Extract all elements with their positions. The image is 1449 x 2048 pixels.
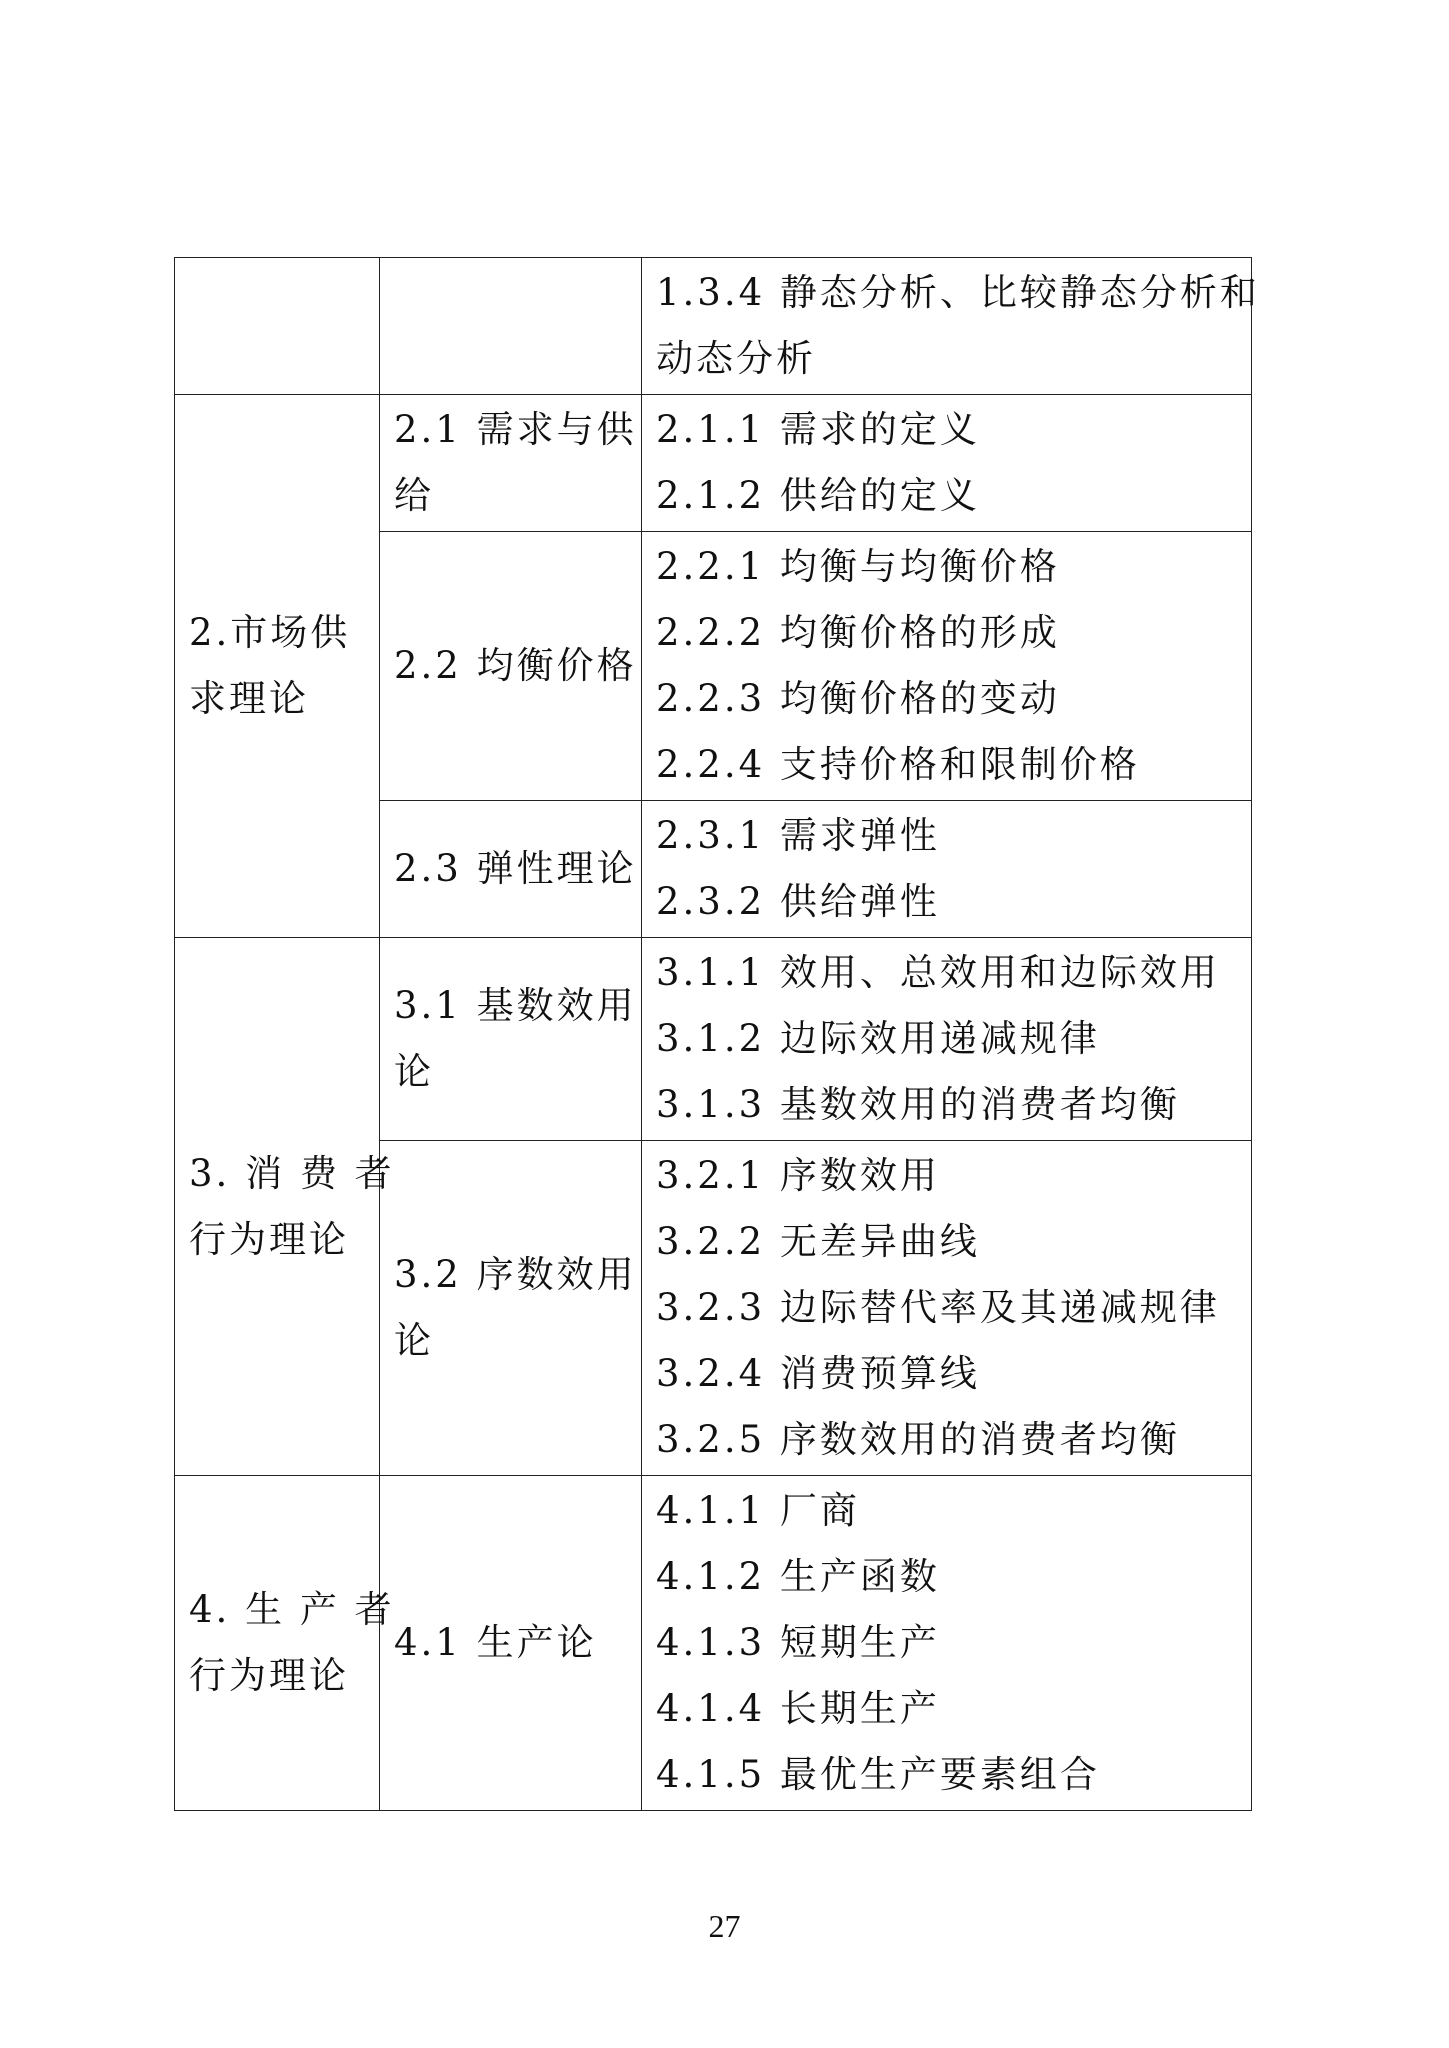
section-title-line: 2.1 需求与供: [394, 408, 637, 451]
topic-item: 3.2.4 消费预算线: [656, 1352, 980, 1395]
topic-cell: [642, 395, 1252, 532]
topic-item: 3.2.1 序数效用: [656, 1154, 940, 1197]
topic-item: 2.3.1 需求弹性: [656, 814, 940, 857]
topic-cell: [642, 258, 1260, 395]
topic-item: 4.1.4 长期生产: [656, 1687, 940, 1730]
table-row: [175, 258, 1252, 395]
section-cell-empty: [380, 258, 642, 395]
page-number: 27: [708, 1908, 741, 1944]
section-title-line: 2.2 均衡价格: [394, 644, 637, 687]
topic-item: 3.1.1 效用、总效用和边际效用: [656, 951, 1220, 994]
section-title-line: 3.1 基数效用: [394, 984, 637, 1027]
topic-item: 3.1.3 基数效用的消费者均衡: [656, 1083, 1180, 1126]
section-cell: [380, 1141, 642, 1476]
topic-item: 2.2.3 均衡价格的变动: [656, 677, 1060, 720]
section-title-line: 论: [394, 1050, 434, 1093]
topic-item: 4.1.2 生产函数: [656, 1555, 940, 1598]
topic-cell: [642, 532, 1252, 801]
section-cell: [380, 1476, 642, 1811]
chapter-title-line: 求理论: [189, 677, 309, 720]
topic-cell: [642, 801, 1252, 938]
topic-item: 2.1.1 需求的定义: [656, 408, 980, 451]
topic-item: 3.2.5 序数效用的消费者均衡: [656, 1418, 1180, 1461]
chapter-title-line: 行为理论: [189, 1654, 349, 1697]
chapter-title-line: 4. 生 产 者: [189, 1588, 395, 1631]
topic-item: 2.2.1 均衡与均衡价格: [656, 545, 1060, 588]
table-row: [175, 395, 1252, 532]
topic-item: 3.2.2 无差异曲线: [656, 1220, 980, 1263]
topic-item: 2.3.2 供给弹性: [656, 880, 940, 923]
topic-item: 4.1.5 最优生产要素组合: [656, 1753, 1100, 1796]
topic-item: 3.2.3 边际替代率及其递减规律: [656, 1286, 1220, 1329]
syllabus-table: [174, 257, 1260, 1811]
chapter-cell-empty: [175, 258, 380, 395]
section-cell: [380, 938, 642, 1141]
topic-item: 4.1.3 短期生产: [656, 1621, 940, 1664]
topic-item: 2.2.2 均衡价格的形成: [656, 611, 1060, 654]
topic-cell: [642, 938, 1252, 1141]
topic-item-continuation: 动态分析: [656, 337, 816, 380]
section-title-line: 3.2 序数效用: [394, 1253, 637, 1296]
section-cell: [380, 801, 642, 938]
section-cell: [380, 395, 642, 532]
section-title-line: 给: [394, 474, 434, 517]
chapter-cell: [175, 938, 395, 1476]
topic-item: 2.1.2 供给的定义: [656, 474, 980, 517]
chapter-cell: [175, 1476, 395, 1811]
topic-item: 1.3.4 静态分析、比较静态分析和: [656, 271, 1260, 314]
topic-item: 2.2.4 支持价格和限制价格: [656, 743, 1140, 786]
section-title-line: 论: [394, 1319, 434, 1362]
topic-item: 4.1.1 厂商: [656, 1489, 860, 1532]
table-row: [175, 1476, 1252, 1811]
table-row: [175, 938, 1252, 1141]
chapter-title-line: 2.市场供: [189, 611, 351, 654]
topic-cell: [642, 1141, 1252, 1476]
section-title-line: 2.3 弹性理论: [394, 847, 637, 890]
chapter-title-line: 3. 消 费 者: [189, 1151, 395, 1195]
topic-item: 3.1.2 边际效用递减规律: [656, 1017, 1100, 1060]
chapter-cell: [175, 395, 380, 938]
topic-cell: [642, 1476, 1252, 1811]
section-cell: [380, 532, 642, 801]
section-title-line: 4.1 生产论: [394, 1621, 597, 1664]
chapter-title-line: 行为理论: [189, 1217, 349, 1261]
